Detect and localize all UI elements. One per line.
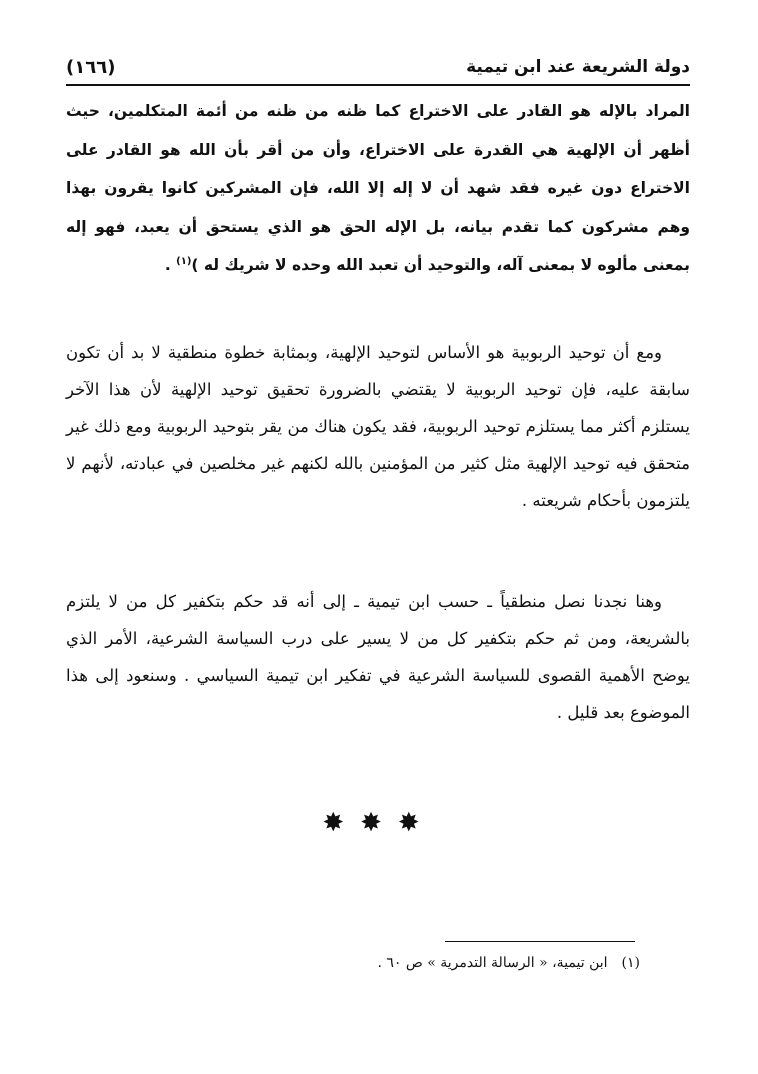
footnote-text: ابن تيمية، « الرسالة التدمرية » ص ٦٠ . bbox=[377, 955, 608, 971]
footnote-divider bbox=[445, 941, 635, 942]
footnote-reference[interactable]: (١) bbox=[176, 256, 192, 268]
paragraph-2-text: وهنا نجدنا نصل منطقياً ـ حسب ابن تيمية ـ إلى أنه قد حكم بتكفير كل من لا يلتزم بالشريعة، ومن ثم حكم بتكفير كل من لا يسير على درب السياسة الشرعية، الأمر الذي يوضح الأهمية القصوى للسياسة الشرعية في تفكير ابن تيمية السياسي . وسنعود إلى هذا الموضوع بعد قليل . bbox=[66, 592, 690, 722]
footnote bbox=[220, 952, 640, 974]
quoted-passage bbox=[66, 92, 690, 285]
paragraph-1-text: ومع أن توحيد الربوبية هو الأساس لتوحيد الإلهية، وبمثابة خطوة منطقية لا بد أن تكون سابقة عليه، فإن توحيد الربوبية لا يقتضي بالضرورة تحقيق توحيد الإلهية لأن هذا الآخر يستلزم أكثر مما يستلزم توحيد الربوبية، فقد يكون هناك من يقر بتوحيد الربوبية ومع ذلك غير متحقق فيه توحيد الإلهية مثل كثير من المؤمنين بالله لكنهم غير مخلصين في عبادته، لأنهم لا يلتزمون بأحكام شريعته . bbox=[66, 343, 690, 510]
quoted-passage-text: المراد بالإله هو القادر على الاختراع كما ظنه من ظنه من أئمة المتكلمين، حيث أظهر أن الإلهية هي القدرة على الاختراع، وأن من أقر بأن الله هو القادر على الاختراع دون غيره فقد شهد أن لا إله إلا الله، فإن المشركين كانوا يقرون بهذا وهم مشركون كما تقدم بيانه، بل الإله الحق هو الذي يستحق أن يعبد، فهو إله بمعنى مألوه لا بمعنى آله، والتوحيد أن تعبد الله وحده لا شريك له ) bbox=[66, 102, 690, 275]
page-header bbox=[66, 50, 690, 86]
section-ornament-icon: ✸✸✸ bbox=[322, 808, 436, 838]
quoted-passage-end: . bbox=[164, 256, 177, 275]
footnote-marker: (١) bbox=[621, 955, 640, 971]
page-number: (١٦٦) bbox=[66, 56, 116, 78]
paragraph-2 bbox=[66, 583, 690, 731]
running-title: دولة الشريعة عند ابن تيمية bbox=[466, 57, 690, 77]
paragraph-1 bbox=[66, 334, 690, 519]
